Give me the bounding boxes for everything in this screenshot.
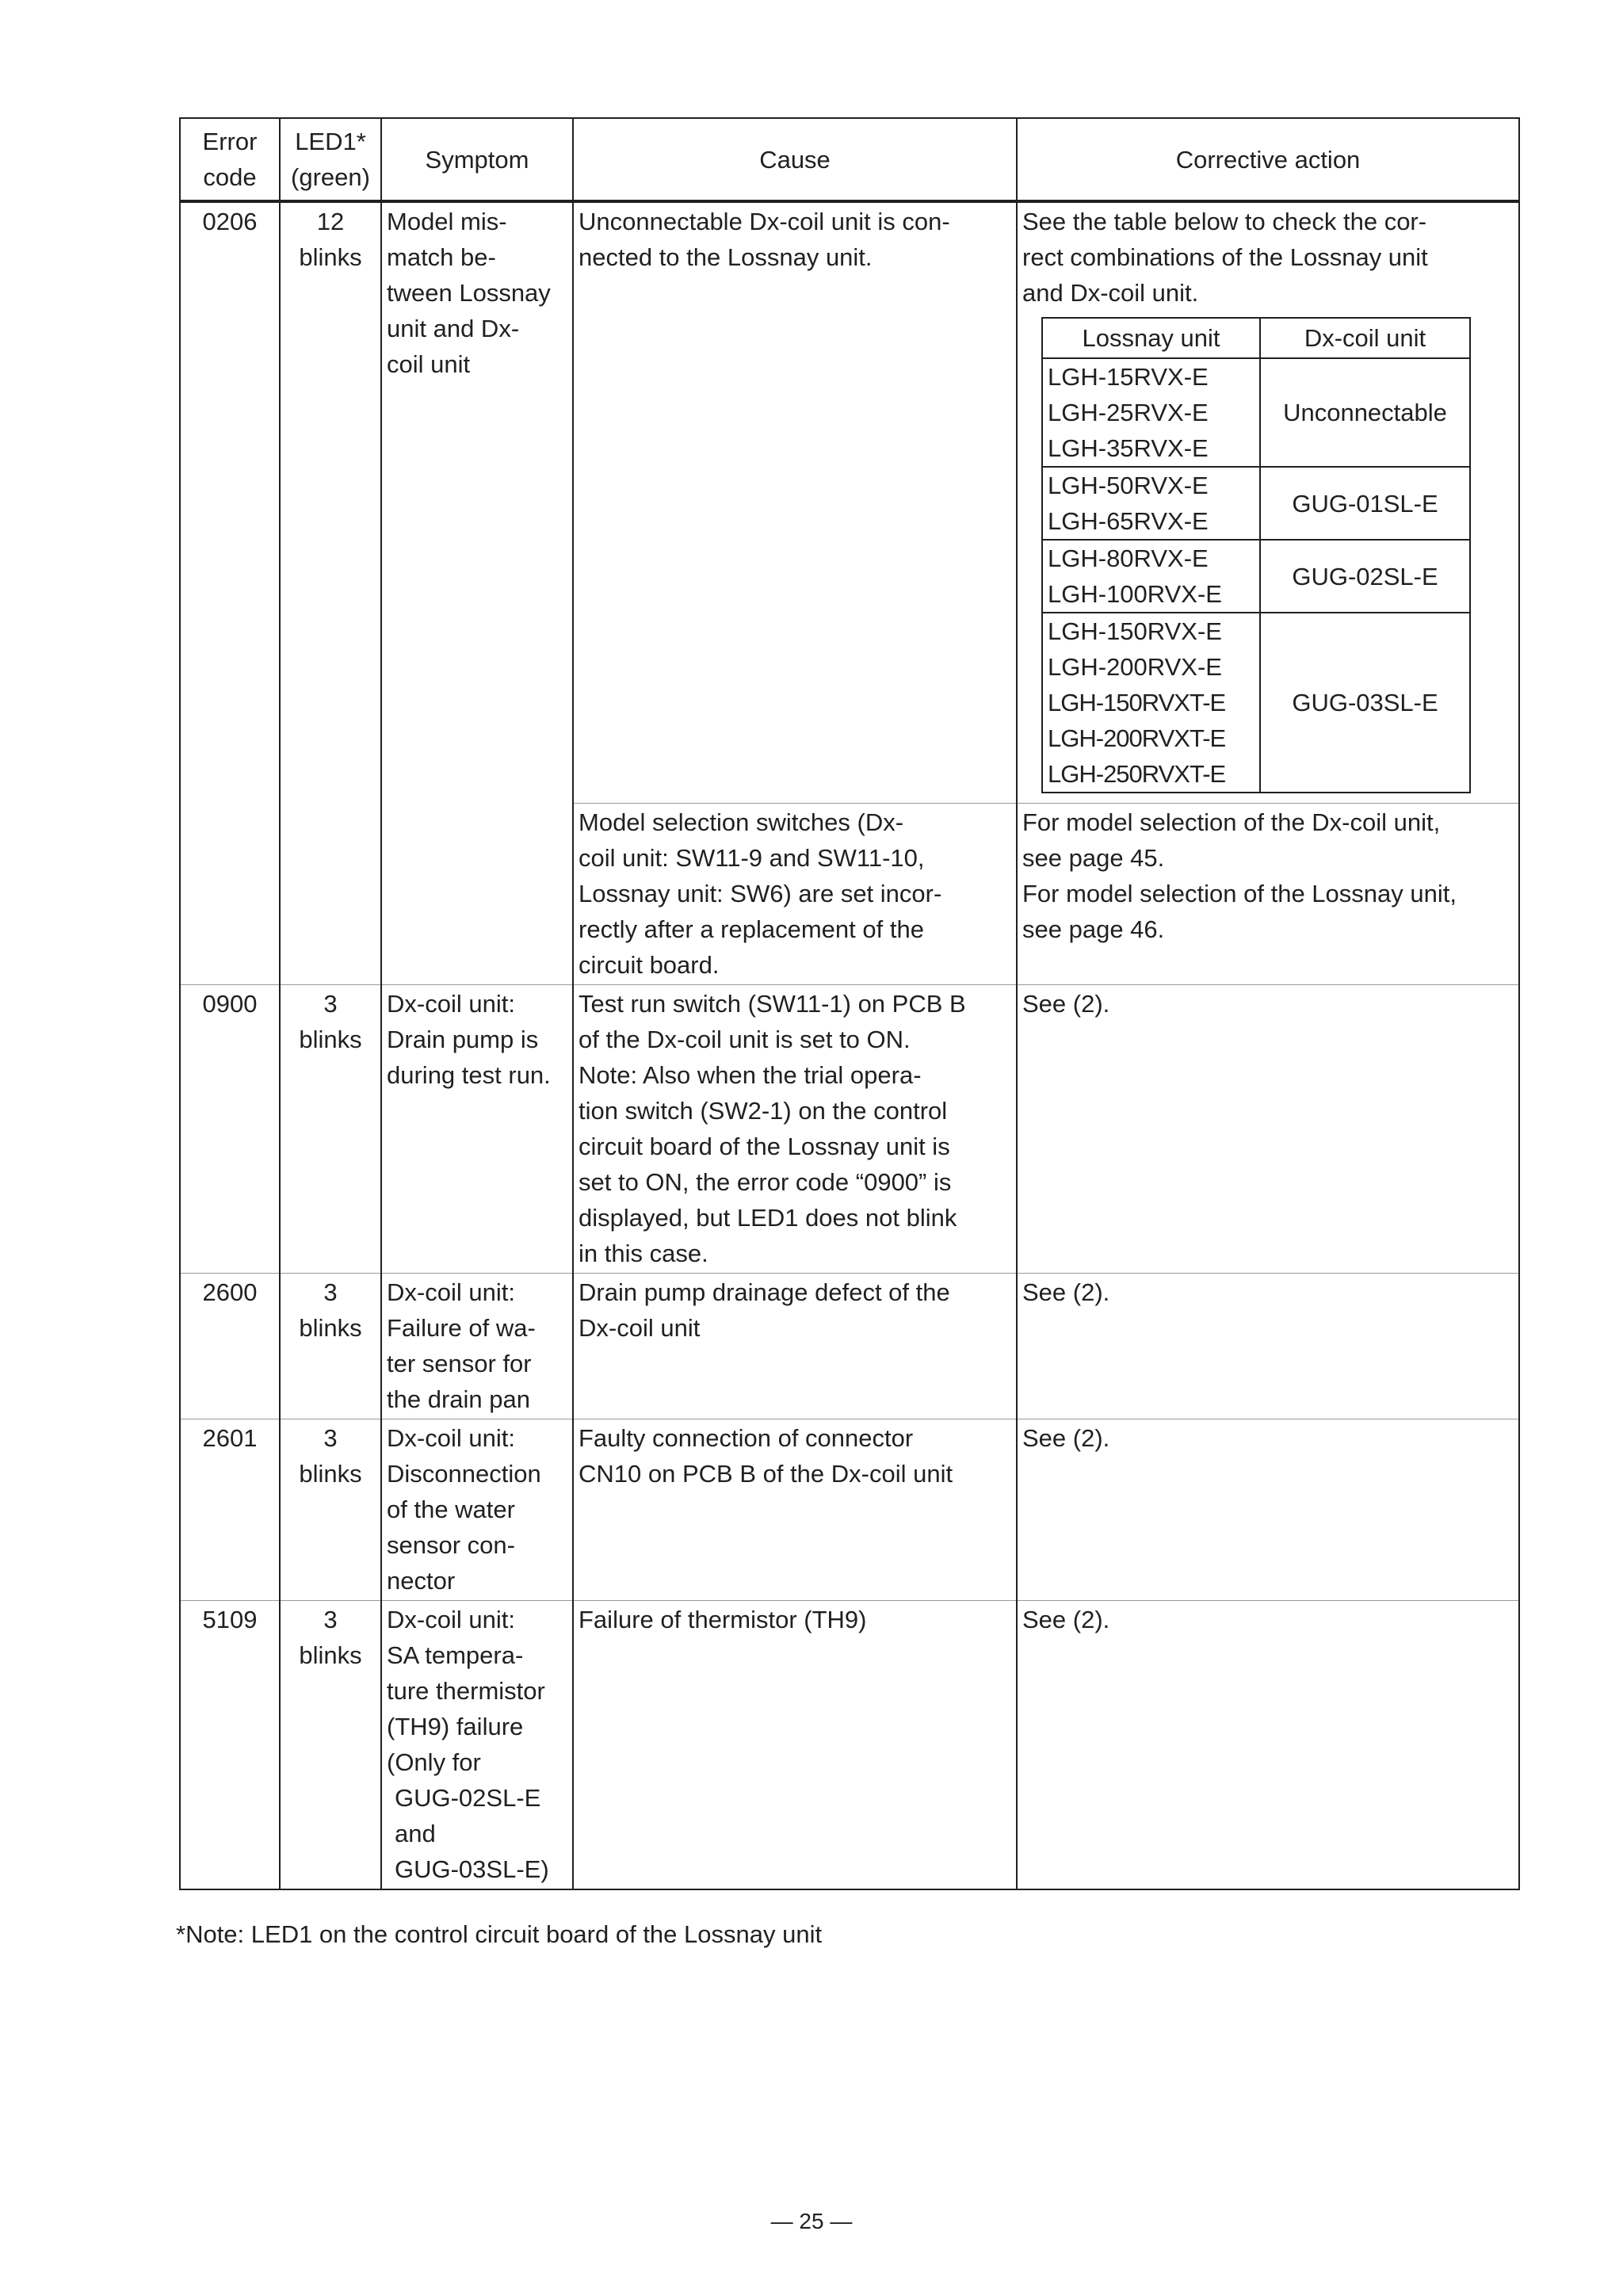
symptom-cell: Dx-coil unit: Disconnection of the water sensor con- nector xyxy=(381,1419,573,1601)
corrective-action-cell: See (2). xyxy=(1017,1274,1519,1419)
table-row-0900 xyxy=(180,985,1519,1274)
symptom-cell: Dx-coil unit: Drain pump is during test run. xyxy=(381,985,573,1274)
header-error-code: Error code xyxy=(180,118,280,201)
corrective-action-cell: For model selection of the Dx-coil unit, see page 45. For model selection of the Lossnay unit, see page 46. xyxy=(1017,804,1519,985)
led-cell: 3 blinks xyxy=(280,1274,381,1419)
combination-row xyxy=(1042,540,1470,613)
header-corrective-action: Corrective action xyxy=(1017,118,1519,201)
table-row-2600 xyxy=(180,1274,1519,1419)
combination-row xyxy=(1042,467,1470,540)
error-code-cell: 2600 xyxy=(180,1274,280,1419)
cause-cell: Faulty connection of connector CN10 on PCB B of the Dx-coil unit xyxy=(573,1419,1017,1601)
table-row-5109 xyxy=(180,1601,1519,1890)
header-led1: LED1* (green) xyxy=(280,118,381,201)
led-cell: 3 blinks xyxy=(280,985,381,1274)
cause-cell: Unconnectable Dx-coil unit is con- nected to the Lossnay unit. xyxy=(573,201,1017,804)
cause-cell: Test run switch (SW11-1) on PCB B of the Dx-coil unit is set to ON. Note: Also when the trial opera- tion switch (SW2-1) on the control circuit board of the Lossnay unit is set to ON, the error code “0900” is displayed, but LED1 does not blink in this case. xyxy=(573,985,1017,1274)
page-number: — 25 — xyxy=(770,2209,853,2233)
header-cause: Cause xyxy=(573,118,1017,201)
combination-header-dx: Dx-coil unit xyxy=(1260,318,1470,358)
footnote: *Note: LED1 on the control circuit board of the Lossnay unit xyxy=(176,1920,823,1948)
led-cell: 3 blinks xyxy=(280,1419,381,1601)
symptom-cell: Dx-coil unit: Failure of wa- ter sensor for the drain pan xyxy=(381,1274,573,1419)
lossnay-models: LGH-80RVX-E LGH-100RVX-E xyxy=(1042,540,1260,613)
lossnay-models: LGH-50RVX-E LGH-65RVX-E xyxy=(1042,467,1260,540)
error-code-cell: 0206 xyxy=(180,201,280,985)
cause-cell: Failure of thermistor (TH9) xyxy=(573,1601,1017,1890)
dx-coil-model: GUG-01SL-E xyxy=(1260,467,1470,540)
combination-table xyxy=(1041,317,1471,793)
combination-header-lossnay: Lossnay unit xyxy=(1042,318,1260,358)
error-code-cell: 0900 xyxy=(180,985,280,1274)
led-cell: 3 blinks xyxy=(280,1601,381,1890)
corrective-action-cell: See (2). xyxy=(1017,1419,1519,1601)
combination-header-row xyxy=(1042,318,1470,358)
error-code-cell: 2601 xyxy=(180,1419,280,1601)
dx-coil-model: Unconnectable xyxy=(1260,358,1470,467)
table-row-2601 xyxy=(180,1419,1519,1601)
combination-row xyxy=(1042,613,1470,793)
lossnay-models: LGH-150RVX-E LGH-200RVX-E LGH-150RVXT-E LGH-200RVXT-E LGH-250RVXT-E xyxy=(1042,613,1260,793)
dx-coil-model: GUG-03SL-E xyxy=(1260,613,1470,793)
table-row-0206 xyxy=(180,201,1519,804)
error-code-table xyxy=(179,117,1520,1890)
corrective-action-cell: See (2). xyxy=(1017,1601,1519,1890)
header-symptom: Symptom xyxy=(381,118,573,201)
led-cell: 12 blinks xyxy=(280,201,381,985)
error-code-cell: 5109 xyxy=(180,1601,280,1890)
lossnay-models: LGH-15RVX-E LGH-25RVX-E LGH-35RVX-E xyxy=(1042,358,1260,467)
corrective-action-cell: See the table below to check the cor- rect combinations of the Lossnay unit and Dx-coil unit. Lossnay unit Dx-coil unit LGH-15RVX-E LGH-25RVX-E LGH-35RVX-E Unconnectable LGH-50RVX-E LGH-65RVX-E GUG-01SL-E LGH-80RVX-E LGH-100RVX-E GUG-02SL-E LGH-150RVX-E LGH-200RVX-E LGH-150RVXT-E LGH-200RVXT-E LGH-250RVXT-E GUG-03SL-E xyxy=(1017,201,1519,804)
symptom-cell: Model mis- match be- tween Lossnay unit and Dx- coil unit xyxy=(381,201,573,985)
dx-coil-model: GUG-02SL-E xyxy=(1260,540,1470,613)
symptom-cell: Dx-coil unit: SA tempera- ture thermistor (TH9) failure (Only for GUG-02SL-E and GUG-03SL-E) xyxy=(381,1601,573,1890)
cause-cell: Drain pump drainage defect of the Dx-coil unit xyxy=(573,1274,1017,1419)
corrective-action-cell: See (2). xyxy=(1017,985,1519,1274)
table-header-row xyxy=(180,118,1519,201)
combination-row xyxy=(1042,358,1470,467)
cause-cell: Model selection switches (Dx- coil unit: SW11-9 and SW11-10, Lossnay unit: SW6) are set incor- rectly after a replacement of the circuit board. xyxy=(573,804,1017,985)
